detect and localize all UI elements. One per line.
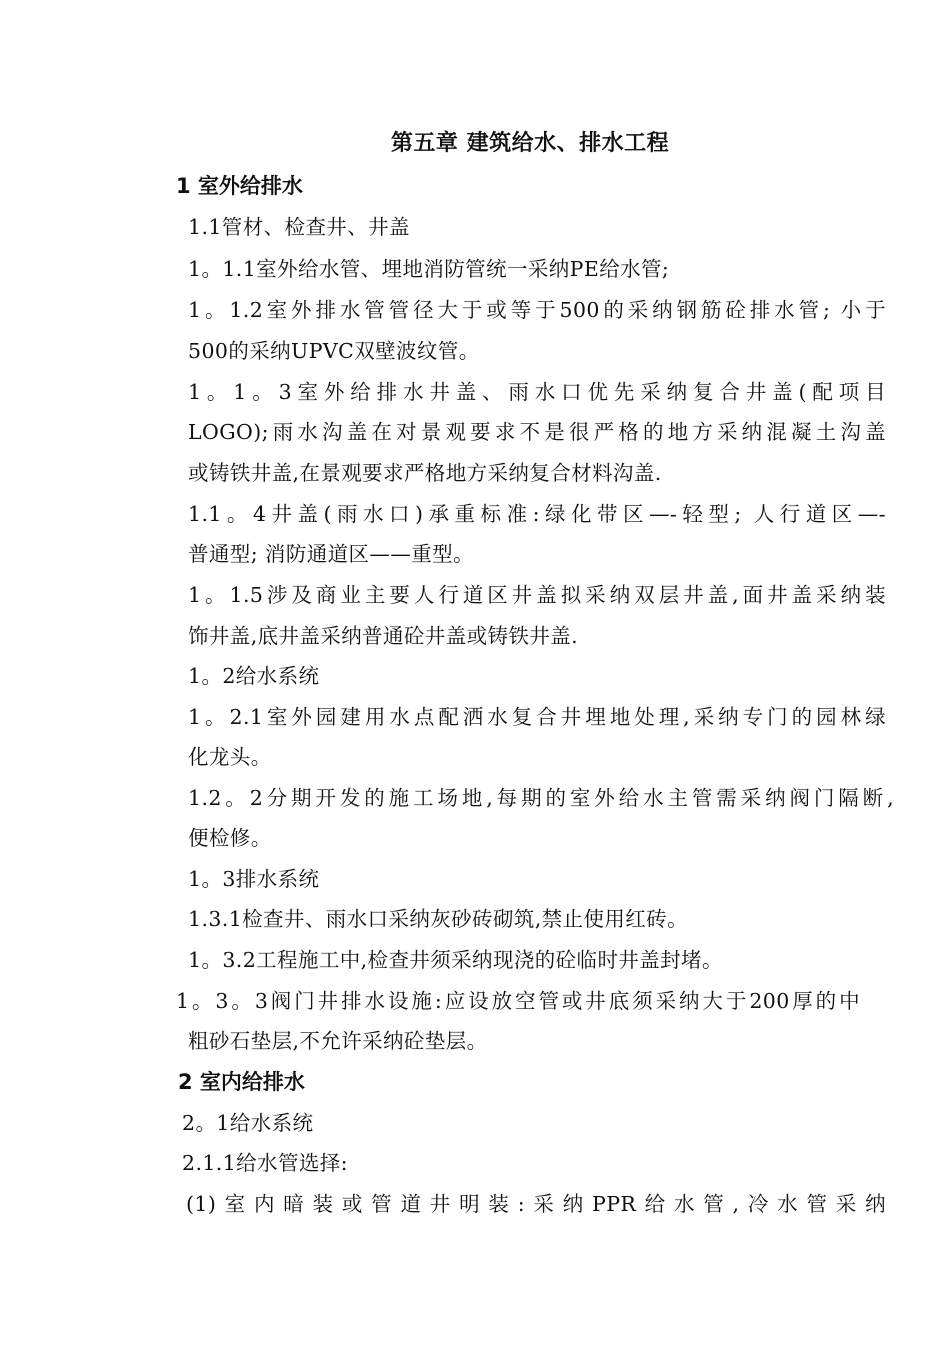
- paragraph-line: 1。1.1室外给水管、埋地消防管统一采纳PE给水管;: [188, 257, 670, 281]
- paragraph-line: 1。2.1室外园建用水点配洒水复合井埋地处理,采纳专门的园林绿: [188, 705, 886, 729]
- chapter-title: 第五章 建筑给水、排水工程: [390, 131, 670, 156]
- paragraph-line: 1。1.5涉及商业主要人行道区井盖拟采纳双层井盖,面井盖采纳装: [188, 583, 886, 607]
- paragraph-line: 1.1。4井盖(雨水口)承重标准:绿化带区—-轻型; 人行道区—-: [188, 502, 886, 526]
- paragraph-line: 饰井盖,底井盖采纳普通砼井盖或铸铁井盖.: [188, 624, 579, 648]
- paragraph-line: 1。3。3阀门井排水设施:应设放空管或井底须采纳大于200厚的中: [176, 989, 860, 1013]
- paragraph-line: 或铸铁井盖,在景观要求严格地方采纳复合材料沟盖.: [188, 461, 662, 485]
- paragraph-line: 粗砂石垫层,不允许采纳砼垫层。: [188, 1029, 488, 1053]
- subsection-heading: 2。1给水系统: [182, 1111, 314, 1135]
- paragraph-line: 普通型; 消防通道区——重型。: [188, 542, 474, 566]
- paragraph-line: 1。1.2室外排水管管径大于或等于500的采纳钢筋砼排水管; 小于: [188, 298, 886, 322]
- subsection-heading: 1。2给水系统: [188, 664, 320, 688]
- paragraph-line: 1.3.1检查井、雨水口采纳灰砂砖砌筑,禁止使用红砖。: [188, 907, 688, 931]
- section-heading-2: 2 室内给排水: [178, 1070, 305, 1094]
- paragraph-line: 1。3.2工程施工中,检查井须采纳现浇的砼临时井盖封堵。: [188, 948, 723, 972]
- paragraph-line: LOGO);雨水沟盖在对景观要求不是很严格的地方采纳混凝土沟盖: [188, 420, 886, 444]
- paragraph-line: (1)室内暗装或管道井明装:采纳PPR给水管,冷水管采纳: [186, 1192, 886, 1216]
- subsection-heading: 1。3排水系统: [188, 867, 320, 891]
- section-heading-1: 1 室外给排水: [176, 174, 303, 198]
- paragraph-line: 1.2。2分期开发的施工场地,每期的室外给水主管需采纳阀门隔断,: [188, 786, 894, 810]
- paragraph-line: 便检修。: [188, 826, 272, 850]
- paragraph-line: 化龙头。: [188, 745, 272, 769]
- subsection-heading: 1.1管材、检查井、井盖: [188, 215, 410, 239]
- paragraph-line: 1。1。3室外给排水井盖、雨水口优先采纳复合井盖(配项目: [188, 380, 886, 404]
- paragraph-line: 500的采纳UPVC双壁波纹管。: [188, 339, 480, 363]
- paragraph-line: 2.1.1给水管选择:: [182, 1151, 348, 1175]
